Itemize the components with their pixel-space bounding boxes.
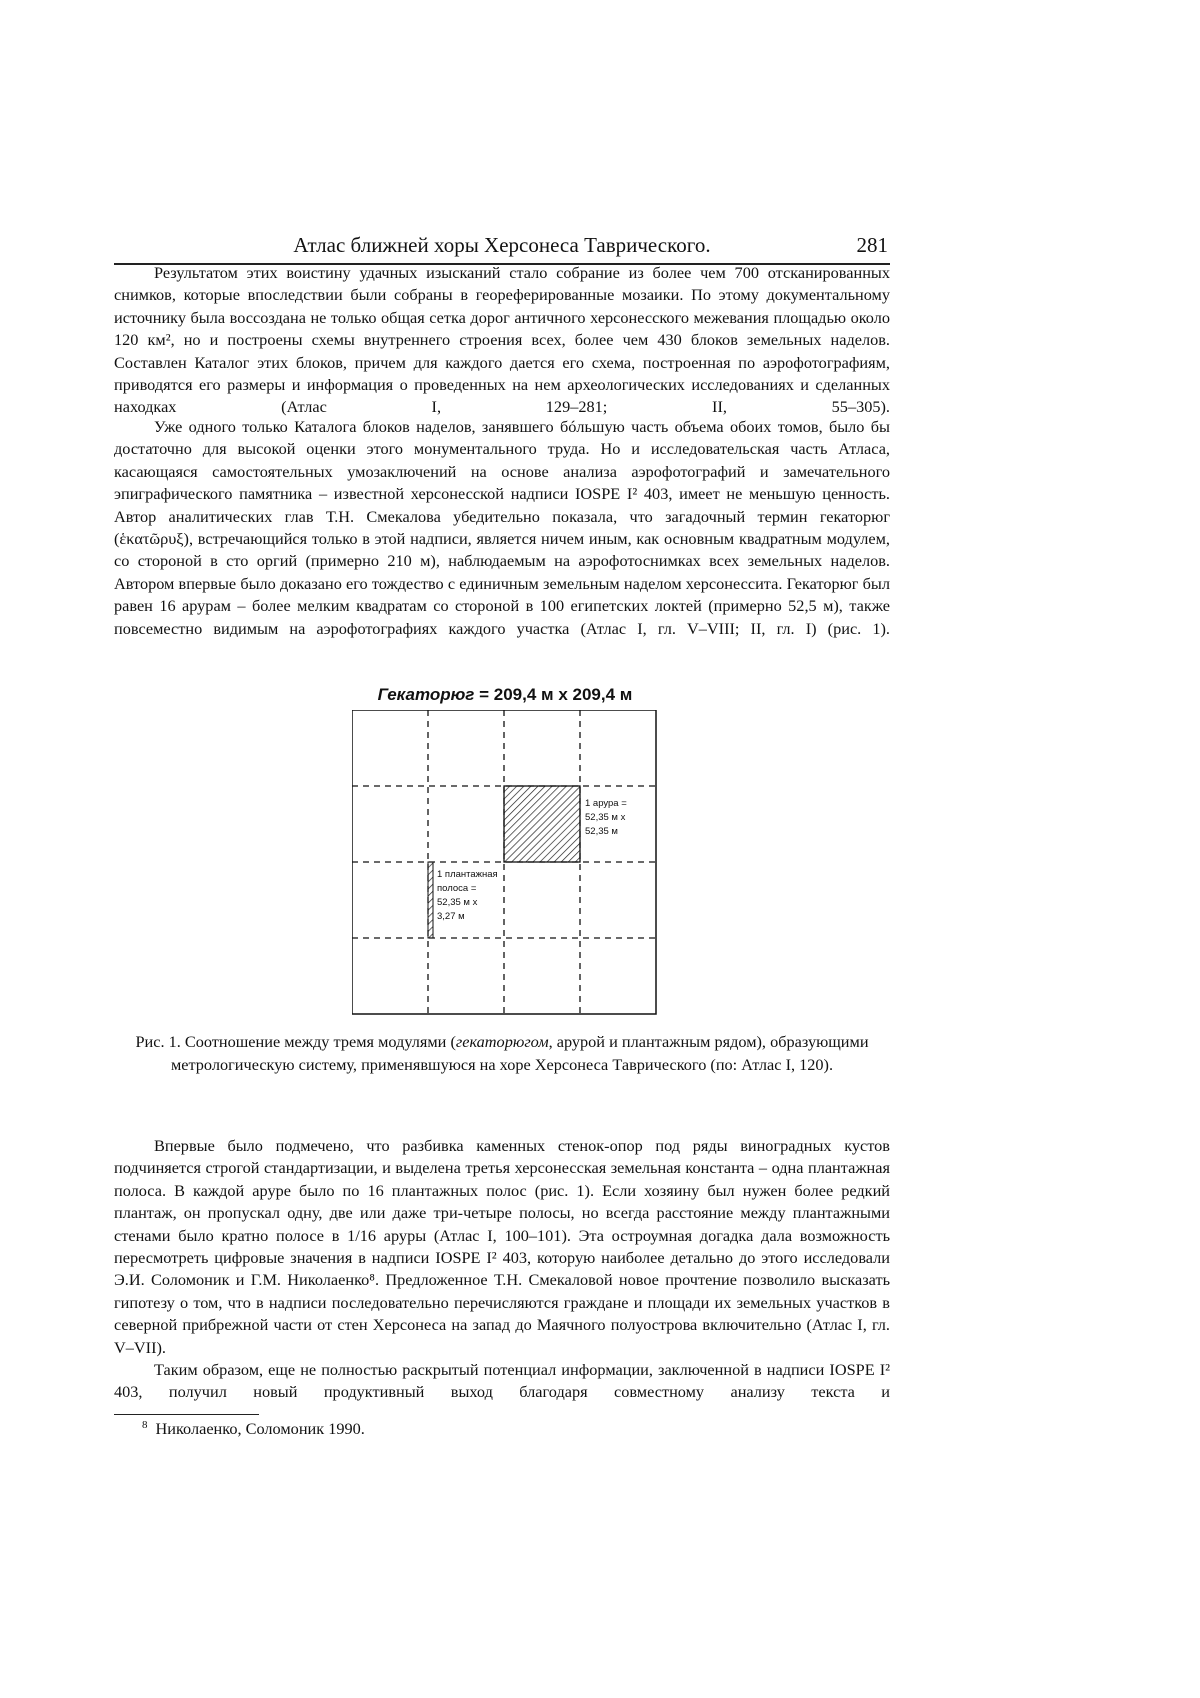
module-diagram [352,710,657,1015]
figure-caption [114,1030,890,1076]
paragraph-3: Впервые было подмечено, что разбивка каменных стенок-опор под ряды виноградных кустов подчиняется строгой стандартизации, и выделена третья херсонесская земельная константа – одна плантажная полоса. В каждой аруре было по 16 плантажных полос (рис. 1). Если хозяину был нужен более редкий плантаж, он пропускал одну, две или даже три-четыре полосы, но всегда расстояние между плантажными стенами было кратно полосе в 1/16 аруры (Атлас I, 100–101). Эта остроумная догадка дала возможность пересмотреть цифровые значения в надписи IOSPE I² 403, которую наиболее детально до этого исследовали Э.И. Соломоник и Г.М. Николаенко⁸. Предложенное Т.Н. Смекаловой новое прочтение позволило высказать гипотезу о том, что в надписи последовательно перечисляются граждане и площади их земельных участков в северной прибрежной части от стен Херсонеса на запад до Маячного полуострова включительно (Атлас I, гл. V–VII). [114,1135,890,1359]
strip-label-2: полоса = [437,883,477,894]
caption-rest: , арурой и плантажным рядом), образующими метрологическую систему, применявшуюся на хоре Херсонеса Таврического (по: Атлас I, 120). [171,1032,869,1074]
arura-hatched [504,786,580,862]
strip-label-3: 52,35 м х [437,897,478,908]
strip-label-4: 3,27 м [437,911,465,922]
arura-label-3: 52,35 м [585,826,618,837]
paragraph-4: Таким образом, еще не полностью раскрытый потенциал информации, заключенной в надписи IOSPE I² 403, получил новый продуктивный выход благодаря совместному анализу текста и [114,1359,890,1404]
arura-label-2: 52,35 м х [585,812,626,823]
strip-label-1: 1 плантажная [437,869,498,880]
footnote-number: 8 [142,1419,148,1431]
running-title: Атлас ближней хоры Херсонеса Таврического. [114,233,890,258]
arura-label-1: 1 арура = [585,798,627,809]
page-number: 281 [857,233,889,258]
caption-term: гекаторюгом [456,1032,549,1051]
running-header [114,227,890,265]
figure-title [340,685,670,705]
figure-title-dimensions: = 209,4 м х 209,4 м [474,685,632,704]
plantage-strip-hatched [428,862,433,938]
figure-title-term: Гекаторюг [378,685,475,704]
footnote-text: Николаенко, Соломоник 1990. [156,1419,365,1438]
paragraph-1: Результатом этих воистину удачных изысканий стало собрание из более чем 700 отсканированных снимков, которые впоследствии были собраны в геореферированные мозаики. По этому документальному источнику была воссоздана не только общая сетка дорог античного херсонесского межевания площадью около 120 км², но и построены схемы внутреннего строения всех, более чем 430 блоков земельных наделов. Составлен Каталог этих блоков, причем для каждого дается его схема, построенная по аэрофотографиям, приводятся его размеры и информация о проведенных на нем археологических исследованиях и сделанных находках (Атлас I, 129–281; II, 55–305). [114,262,890,419]
paragraph-2: Уже одного только Каталога блоков наделов, занявшего бóльшую часть объема обоих томов, было бы достаточно для высокой оценки этого монументального труда. Но и исследовательская часть Атласа, касающаяся самостоятельных умозаключений на основе анализа аэрофотографий и замечательного эпиграфического памятника – известной херсонесской надписи IOSPE I² 403, имеет не меньшую ценность. Автор аналитических глав Т.Н. Смекалова убедительно показала, что загадочный термин гекаторюг (ἑκατῶρυξ), встречающийся только в этой надписи, является ничем иным, как основным квадратным модулем, со стороной в сто оргий (примерно 210 м), наблюдаемым на аэрофотоснимках всех земельных наделов. Автором впервые было доказано его тождество с единичным земельным наделом херсонессита. Гекаторюг был равен 16 арурам – более мелким квадратам со стороной в 100 египетских локтей (примерно 52,5 м), также повсеместно видимым на аэрофотографиях каждого участка (Атлас I, гл. V–VIII; II, гл. I) (рис. 1). [114,416,890,640]
footnote [142,1419,365,1439]
footnote-rule [114,1414,259,1415]
caption-prefix: Рис. 1. Соотношение между тремя модулями ( [135,1032,455,1051]
